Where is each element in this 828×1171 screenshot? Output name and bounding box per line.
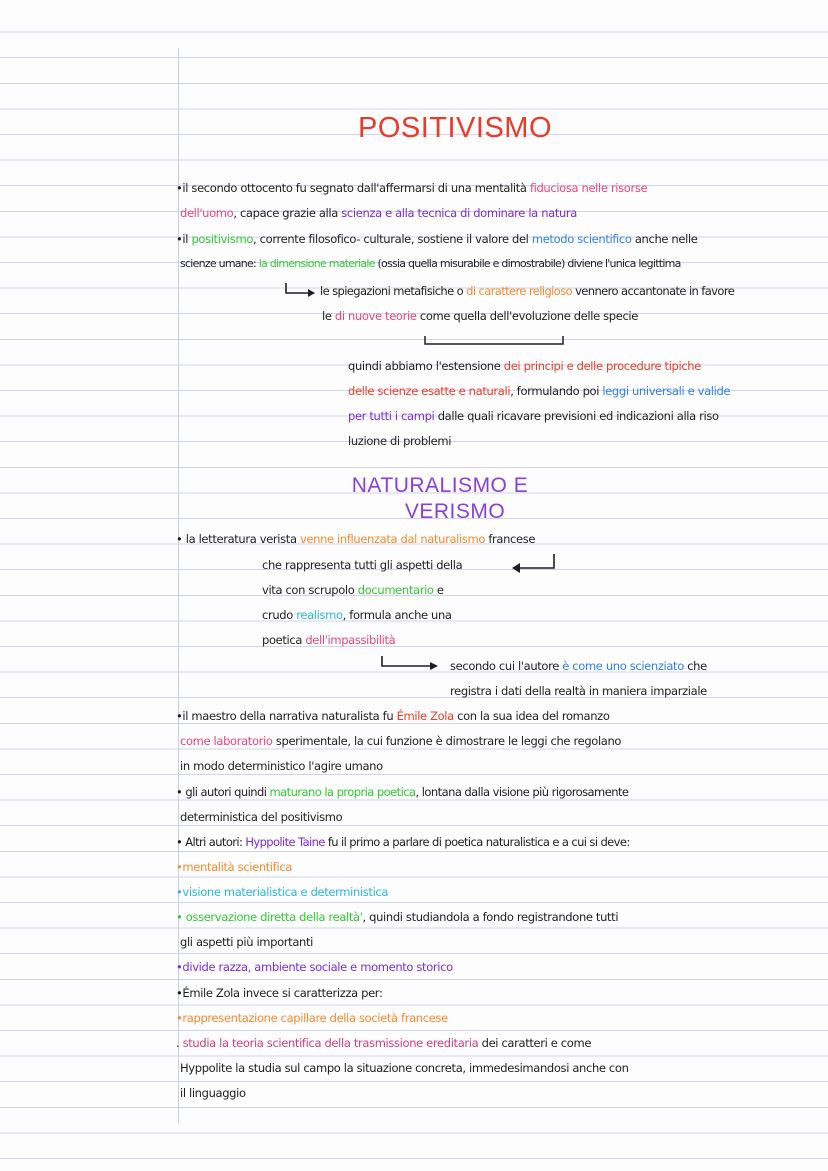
line-n4: crudo realismo, formula anche una	[262, 608, 452, 622]
line-n18: •divide razza, ambiente sociale e momento storico	[176, 960, 453, 974]
line-p6: le di nuove teorie come quella dell'evoluzione delle specie	[322, 309, 638, 323]
line-p3: •il positivismo, corrente filosofico- culturale, sostiene il valore del metodo scientifico anche nelle	[176, 232, 698, 246]
line-n23: il linguaggio	[180, 1086, 246, 1100]
title-verismo: VERISMO	[404, 500, 506, 523]
line-n6: secondo cui l'autore è come uno scienziato che	[450, 659, 707, 673]
line-p10: luzione di problemi	[348, 434, 452, 448]
title-positivismo: POSITIVISMO	[357, 112, 553, 144]
line-n9: come laboratorio sperimentale, la cui funzione è dimostrare le leggi che regolano	[180, 734, 622, 748]
arrow-left-icon	[508, 552, 560, 578]
arrow-right-icon	[284, 281, 318, 299]
line-p1: •il secondo ottocento fu segnato dall'affermarsi di una mentalità fiduciosa nelle risorse	[176, 181, 648, 195]
line-n22: Hyppolite la studia sul campo la situazione concreta, immedesimandosi anche con	[180, 1061, 629, 1075]
line-n19: •Émile Zola invece si caratterizza per:	[176, 986, 383, 1000]
line-n17: gli aspetti più importanti	[180, 935, 313, 949]
title-naturalismo: NATURALISMO E	[351, 474, 529, 497]
line-n10: in modo deterministico l'agire umano	[180, 759, 383, 773]
line-n12: deterministica del positivismo	[180, 810, 343, 824]
line-n14: •mentalità scientifica	[176, 860, 292, 874]
line-n2: che rappresenta tutti gli aspetti della	[262, 558, 463, 572]
line-n1: • la letteratura verista venne influenzata dal naturalismo francese	[176, 532, 536, 546]
line-p5: le spiegazioni metafisiche o di carattere religioso vennero accantonate in favore	[320, 284, 735, 298]
line-n5: poetica dell'impassibilità	[262, 633, 396, 647]
line-n16: • osservazione diretta della realtà', quindi studiandola a fondo registrandone tutti	[176, 910, 619, 924]
line-n7: registra i dati della realtà in maniera imparziale	[450, 684, 707, 698]
line-n3: vita con scrupolo documentario e	[262, 583, 444, 597]
line-n11: • gli autori quindi maturano la propria poetica, lontana dalla visione più rigorosamente	[176, 785, 629, 799]
arrow-right-icon-2	[380, 654, 442, 674]
line-n15: •visione materialistica e deterministica	[176, 885, 389, 899]
bracket-icon	[420, 334, 570, 350]
line-p8: delle scienze esatte e naturali, formulando poi leggi universali e valide	[348, 384, 731, 398]
line-n21: . studia la teoria scientifica della trasmissione ereditaria dei caratteri e come	[176, 1036, 592, 1050]
line-p9: per tutti i campi dalle quali ricavare previsioni ed indicazioni alla riso	[348, 409, 719, 423]
line-n20: •rappresentazione capillare della società francese	[176, 1011, 448, 1025]
line-p7: quindi abbiamo l'estensione dei principi e delle procedure tipiche	[348, 359, 701, 373]
line-n13: • Altri autori: Hyppolite Taine fu il primo a parlare di poetica naturalistica e a cui si deve:	[176, 835, 630, 849]
line-p4: scienze umane: la dimensione materiale (ossia quella misurabile e dimostrabile) diviene l'unica legittima	[180, 257, 681, 270]
line-n8: •il maestro della narrativa naturalista fu Émile Zola con la sua idea del romanzo	[176, 709, 610, 723]
line-p2: dell'uomo, capace grazie alla scienza e alla tecnica di dominare la natura	[180, 206, 577, 220]
